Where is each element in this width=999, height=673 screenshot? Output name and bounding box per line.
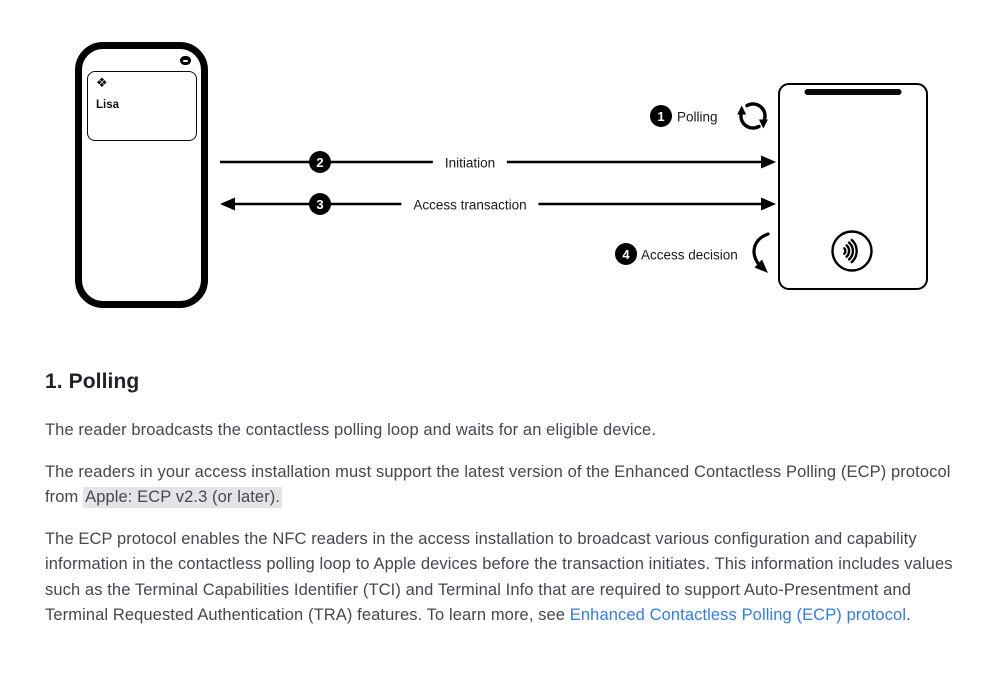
polling-loop-icon: [733, 96, 773, 136]
step-badge-3: 3: [309, 193, 331, 215]
initiation-label: Initiation: [433, 156, 507, 171]
reader-slot-bar: [805, 89, 902, 95]
contactless-icon: [829, 228, 875, 274]
paragraph-polling-intro: [45, 418, 955, 444]
paragraph-text: The ECP protocol enables the NFC readers in the access installation to broadcast various configuration and capability information in the contactless polling loop to Apple devices before the transaction initiates. This information includes values such as the Terminal Capabilities Identifier (TCI) and Terminal Info that are required to support Auto-Presentment and Terminal Requested Authentication (TRA) features. To learn more, see: [45, 529, 953, 625]
camera-icon: [180, 56, 191, 65]
access-decision-label: Access decision: [641, 247, 738, 263]
step-badge-4: 4: [615, 243, 637, 265]
access-pass-card: [87, 71, 197, 141]
iphone-device: [75, 42, 208, 308]
highlighted-text: Apple: ECP v2.3 (or later).: [85, 488, 281, 507]
polling-label: Polling: [677, 109, 718, 125]
paragraph-text: The readers in your access installation must support the latest version of the Enhanced Contactless Polling (ECP) protocol from: [45, 462, 951, 507]
paragraph-text: The reader broadcasts the contactless polling loop and waits for an eligible device.: [45, 421, 657, 439]
pass-icon: ❖: [96, 75, 108, 90]
access-transaction-label: Access transaction: [401, 198, 538, 213]
paragraph-ecp-details: [45, 527, 955, 629]
ecp-protocol-link[interactable]: Enhanced Contactless Polling (ECP) protocol: [569, 606, 907, 625]
step-badge-2: 2: [309, 151, 331, 173]
pass-card-label: Lisa: [96, 99, 120, 111]
section-heading: 1. Polling: [45, 370, 140, 393]
step-badge-1: 1: [650, 105, 672, 127]
article-body: [0, 348, 999, 629]
paragraph-text: .: [906, 606, 911, 625]
paragraph-ecp-requirement: [45, 460, 955, 511]
nfc-reader-device: [778, 83, 928, 290]
access-decision-curve-icon: [747, 231, 773, 275]
